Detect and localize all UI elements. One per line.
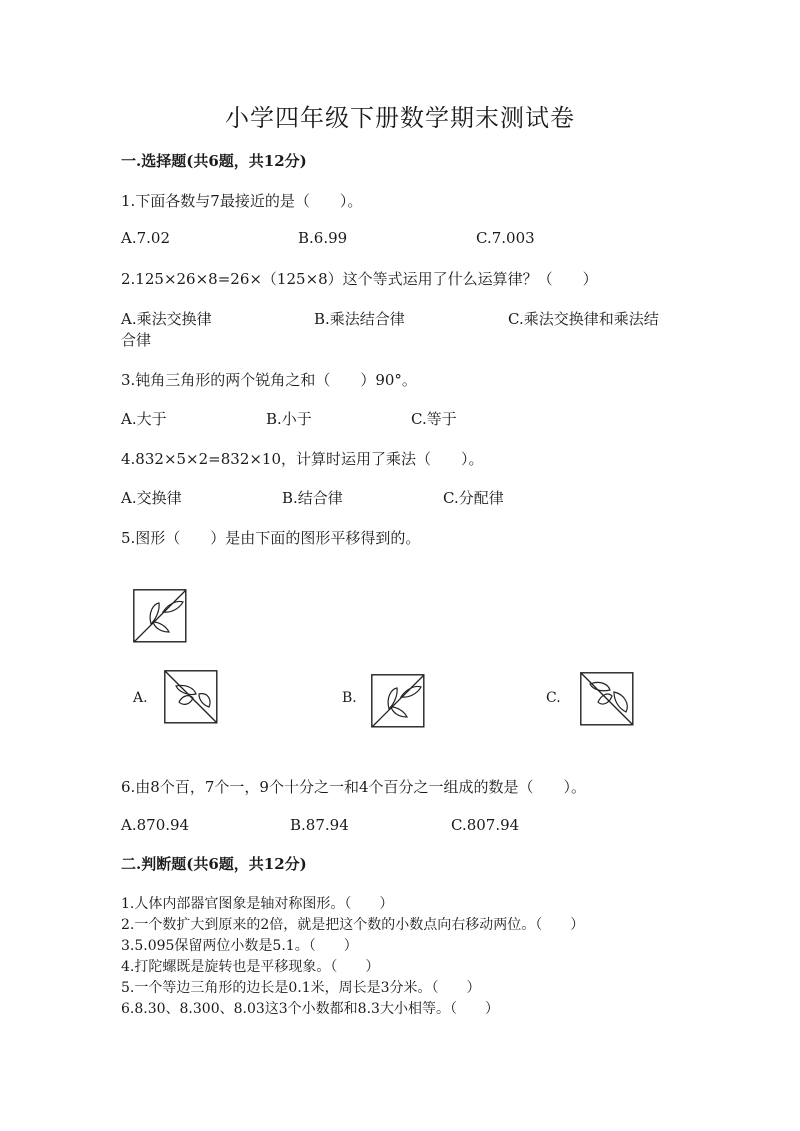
- q3-option-a: A.大于: [121, 410, 167, 428]
- q1-option-a: A.7.02: [121, 229, 170, 247]
- question-2: 2.125×26×8=26×（125×8）这个等式运用了什么运算律？（ ）: [121, 270, 598, 288]
- q1-option-c: C.7.003: [476, 229, 535, 247]
- q5-option-b-figure: [371, 674, 425, 728]
- q3-option-b: B.小于: [266, 410, 312, 428]
- q2-option-b: B.乘法结合律: [314, 310, 405, 328]
- judgement-item-1: 1.人体内部器官图象是轴对称图形。（ ）: [121, 896, 394, 912]
- page-title: 小学四年级下册数学期末测试卷: [225, 104, 575, 132]
- q5-option-c-figure: [580, 672, 634, 726]
- q5-option-c-label: C.: [546, 690, 561, 706]
- section-heading-choice: 一.选择题(共6题，共12分): [121, 152, 307, 170]
- q5-option-a-figure: [164, 670, 218, 724]
- question-6: 6.由8个百，7个一，9个十分之一和4个百分之一组成的数是（ ）。: [121, 778, 586, 796]
- judgement-item-2: 2.一个数扩大到原来的2倍，就是把这个数的小数点向右移动两位。（ ）: [121, 917, 585, 933]
- section-heading-judgement: 二.判断题(共6题，共12分): [121, 855, 307, 873]
- q5-original-figure: [133, 589, 187, 643]
- question-5: 5.图形（ ）是由下面的图形平移得到的。: [121, 529, 421, 547]
- q4-option-a: A.交换律: [121, 489, 182, 507]
- q2-option-a: A.乘法交换律: [121, 310, 212, 328]
- q5-option-b-label: B.: [342, 690, 357, 706]
- question-4: 4.832×5×2=832×10，计算时运用了乘法（ ）。: [121, 450, 484, 468]
- judgement-item-3: 3.5.095保留两位小数是5.1。（ ）: [121, 938, 358, 954]
- question-1: 1.下面各数与7最接近的是（ ）。: [121, 192, 363, 210]
- q5-option-a-label: A.: [133, 690, 148, 706]
- q6-option-c: C.807.94: [451, 816, 520, 834]
- q6-option-b: B.87.94: [290, 816, 349, 834]
- q6-option-a: A.870.94: [121, 816, 190, 834]
- q3-option-c: C.等于: [411, 410, 457, 428]
- q4-option-c: C.分配律: [443, 489, 504, 507]
- q2-option-c-wrap: 合律: [121, 331, 152, 349]
- judgement-item-4: 4.打陀螺既是旋转也是平移现象。（ ）: [121, 959, 380, 975]
- q1-option-b: B.6.99: [298, 229, 348, 247]
- q4-option-b: B.结合律: [282, 489, 343, 507]
- q2-option-c: C.乘法交换律和乘法结: [508, 310, 659, 328]
- judgement-item-5: 5.一个等边三角形的边长是0.1米，周长是3分米。（ ）: [121, 980, 481, 996]
- judgement-item-6: 6.8.30、8.300、8.03这3个小数都和8.3大小相等。（ ）: [121, 1001, 499, 1017]
- question-3: 3.钝角三角形的两个锐角之和（ ）90°。: [121, 371, 417, 389]
